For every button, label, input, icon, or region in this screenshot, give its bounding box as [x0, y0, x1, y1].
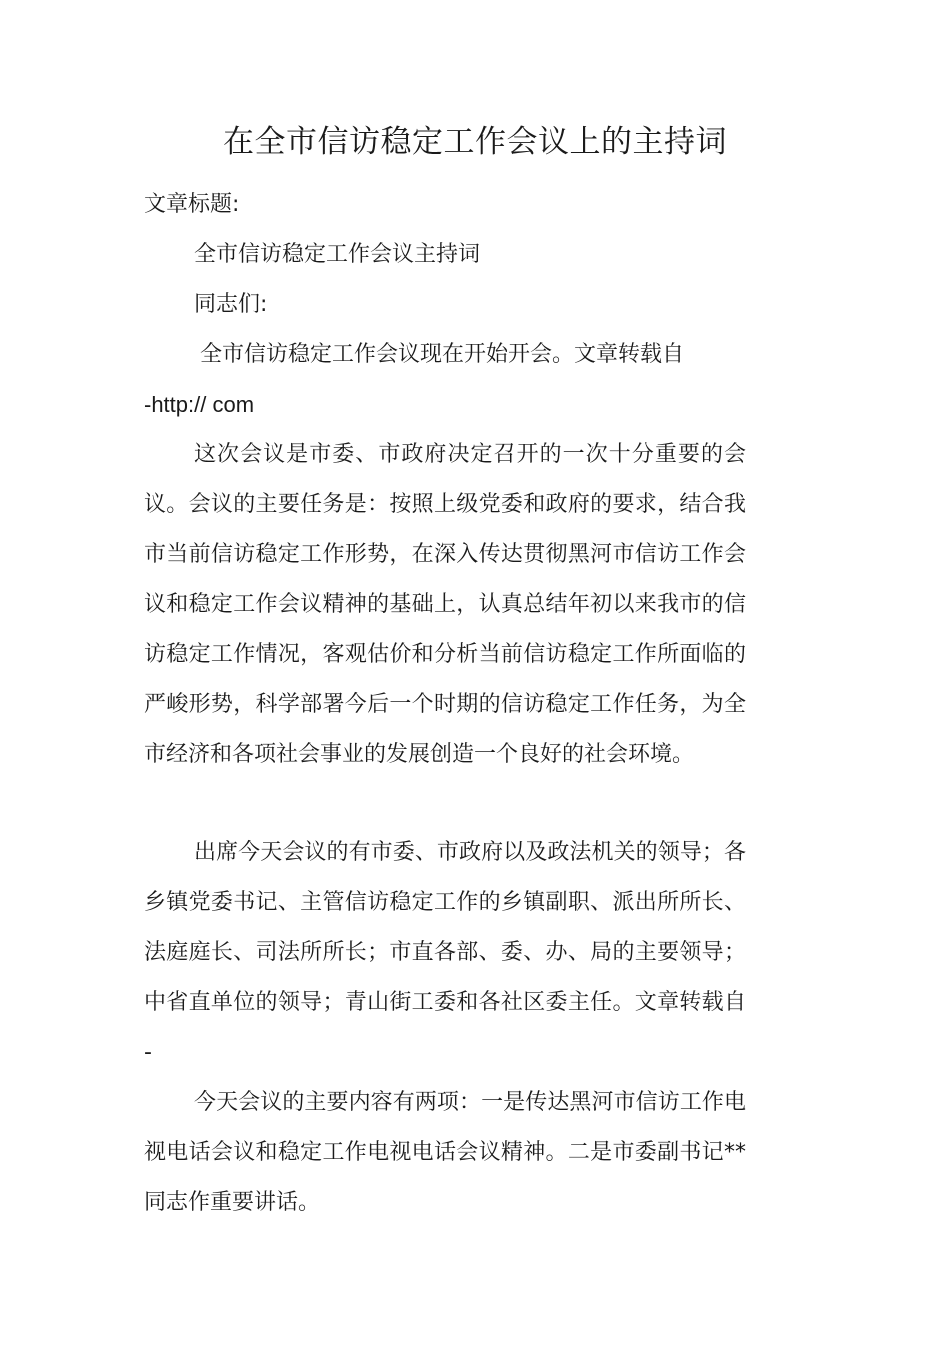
- source-link: -http:// com: [144, 392, 255, 417]
- paragraph-meeting-purpose: 这次会议是市委、市政府决定召开的一次十分重要的会议。会议的主要任务是：按照上级党委和政府的要求，结合我市当前信访稳定工作形势，在深入传达贯彻黑河市信访工作会议和稳定工作会议精神的基础上，认真总结年初以来我市的信访稳定工作情况，客观估价和分析当前信访稳定工作所面临的严峻形势，科学部署今后一个时期的信访稳定工作任务，为全市经济和各项社会事业的发展创造一个良好的社会环境。: [144, 442, 746, 767]
- document-title: 在全市信访稳定工作会议上的主持词: [223, 124, 727, 160]
- paragraph-agenda: 今天会议的主要内容有两项：一是传达黑河市信访工作电视电话会议和稳定工作电视电话会议精神。二是市委副书记** 同志作重要讲话。: [144, 1090, 746, 1215]
- article-subtitle: 全市信访稳定工作会议主持词: [194, 242, 481, 267]
- opening-sentence: 全市信访稳定工作会议现在开始开会。文章转载自: [200, 342, 685, 367]
- paragraph-attendees: 出席今天会议的有市委、市政府以及政法机关的领导；各乡镇党委书记、主管信访稳定工作的乡镇副职、派出所所长、法庭庭长、司法所所长；市直各部、委、办、局的主要领导；中省直单位的领导；青山街工委和各社区委主任。文章转载自 -: [144, 840, 746, 1065]
- greeting: 同志们:: [194, 292, 268, 317]
- article-title-label: 文章标题:: [144, 192, 240, 217]
